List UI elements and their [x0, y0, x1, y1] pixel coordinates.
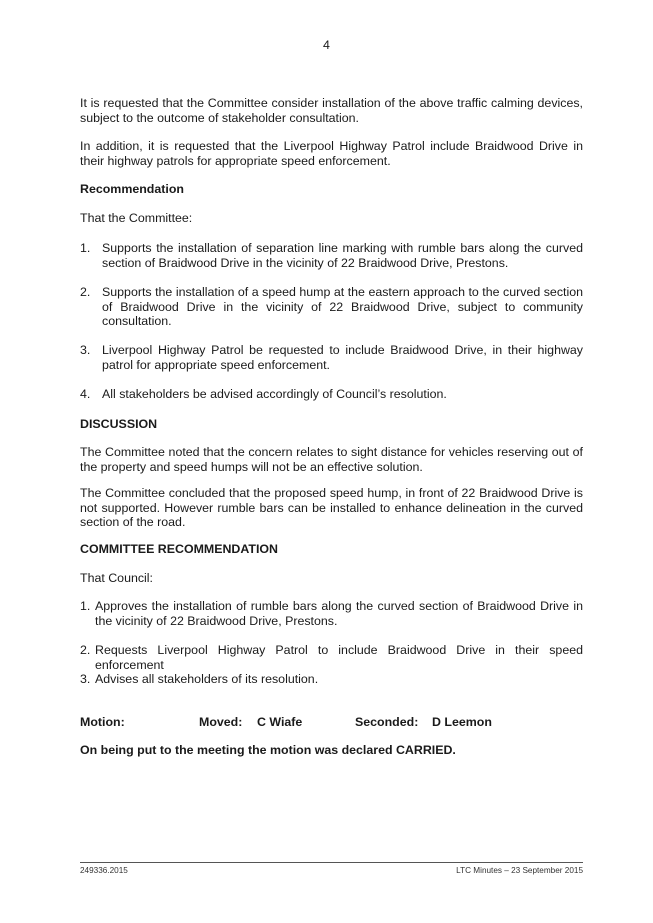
list-number: 1. [80, 241, 91, 255]
footer-document-title: LTC Minutes – 23 September 2015 [456, 866, 583, 875]
list-item-text: Approves the installation of rumble bars along the curved section of Braidwood Drive in the vicinity of 22 Braidwood Drive, Prestons. [95, 599, 583, 628]
list-number: 4. [80, 387, 91, 401]
discussion-paragraph: The Committee noted that the concern relates to sight distance for vehicles reserving out of the property and speed humps will not be an effective solution. [80, 445, 583, 474]
list-item-text: All stakeholders be advised accordingly of Council’s resolution. [102, 387, 447, 401]
intro-paragraph: It is requested that the Committee consider installation of the above traffic calming devices, subject to the outcome of stakeholder consultation. [80, 96, 583, 125]
list-item-text: Liverpool Highway Patrol be requested to include Braidwood Drive, in their highway patrol for appropriate speed enforcement. [102, 343, 583, 372]
list-item-text: Supports the installation of separation line marking with rumble bars along the curved section of Braidwood Drive in the vicinity of 22 Braidwood Drive, Prestons. [102, 241, 583, 270]
committee-recommendation-heading: COMMITTEE RECOMMENDATION [80, 542, 279, 556]
committee-recommendation-lead: That Council: [80, 571, 154, 585]
list-number: 1. [80, 599, 91, 613]
recommendation-heading: Recommendation [80, 182, 184, 196]
moved-by: C Wiafe [257, 715, 303, 729]
motion-line [80, 715, 583, 731]
footer-rule [80, 862, 583, 863]
seconded-by: D Leemon [432, 715, 492, 729]
list-number: 2. [80, 643, 91, 657]
motion-outcome: On being put to the meeting the motion was declared CARRIED. [80, 743, 456, 757]
seconded-label: Seconded: [355, 715, 419, 729]
footer-reference: 249336.2015 [80, 866, 128, 875]
intro-paragraph: In addition, it is requested that the Liverpool Highway Patrol include Braidwood Drive in their highway patrols for appropriate speed enforcement. [80, 139, 583, 168]
list-item-text: Supports the installation of a speed hump at the eastern approach to the curved section of Braidwood Drive in the vicinity of 22 Braidwood Drive, subject to community consultation. [102, 285, 583, 329]
list-item-text: Requests Liverpool Highway Patrol to include Braidwood Drive in their speed enforcement [95, 643, 583, 672]
list-item-text: Advises all stakeholders of its resolution. [95, 672, 319, 686]
discussion-paragraph: The Committee concluded that the proposed speed hump, in front of 22 Braidwood Drive is not supported. However rumble bars can be installed to enhance delineation in the curved section of the road. [80, 486, 583, 530]
recommendation-lead: That the Committee: [80, 211, 193, 225]
motion-label: Motion: [80, 715, 125, 729]
page-number: 4 [323, 38, 330, 52]
list-number: 3. [80, 672, 91, 686]
moved-label: Moved: [199, 715, 243, 729]
discussion-heading: DISCUSSION [80, 417, 158, 431]
list-number: 3. [80, 343, 91, 357]
list-number: 2. [80, 285, 91, 299]
